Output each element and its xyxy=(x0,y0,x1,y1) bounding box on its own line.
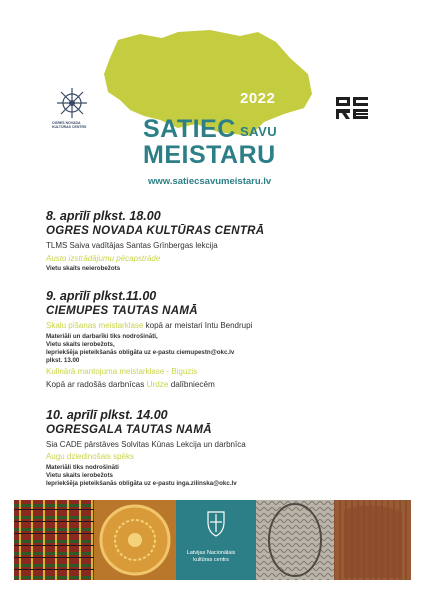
event2-music-highlight: Urdze xyxy=(146,380,169,389)
ogres-kulturas-centrs-logo-icon xyxy=(55,86,89,120)
event2-culinary: Kulinārā mantojuma meistarklase - Biguzis xyxy=(46,367,198,376)
photo-ceramic xyxy=(256,500,334,580)
event2-note-2: Vietu skaits ierobežots, xyxy=(46,341,115,348)
event2-date: 9. aprīlī plkst.11.00 xyxy=(46,289,157,303)
event2-workshop-highlight: Skalu pīšanas meistarklase xyxy=(46,321,144,330)
event1-lecture: TLMS Saiva vadītājas Santas Grīnbergas lekcija xyxy=(46,241,218,250)
event2-workshop-rest: kopā ar meistari Intu Bendrupi xyxy=(143,321,253,330)
event1-venue: OGRES NOVADA KULTŪRAS CENTRĀ xyxy=(46,225,265,237)
title-satiec: SATIEC xyxy=(143,115,236,143)
event3-lecture: Sia CADE pārstāves Solvitas Kūnas Lekcija un darbnīca xyxy=(46,440,246,449)
event1-note: Vietu skaits neierobežots xyxy=(46,265,121,272)
left-logo-text: OGRES NOVADA KULTŪRAS CENTRS xyxy=(52,121,87,129)
event3-date: 10. aprīlī plkst. 14.00 xyxy=(46,408,168,422)
ogre-logo xyxy=(335,96,369,120)
event2-workshop xyxy=(46,321,252,330)
event3-note-2: Vietu skaits ierobežots xyxy=(46,472,113,479)
event2-note-1: Materiāli un darbarīki tiks nodrošināti, xyxy=(46,333,158,340)
photo-textile xyxy=(14,500,94,580)
event2-note-4: plkst. 13.00 xyxy=(46,357,80,364)
event2-venue: CIEMUPES TAUTAS NAMĀ xyxy=(46,305,198,317)
title-savu: SAVU xyxy=(240,124,278,139)
title-meistaru: MEISTARU xyxy=(143,141,276,169)
event3-note-1: Materiāli tiks nodrošināti xyxy=(46,464,119,471)
website-url[interactable]: www.satiecsavumeistaru.lv xyxy=(148,176,272,187)
event2-note-3: Iepriekšēja pieteikšanās obligāta uz e-pastu ciemupestn@okc.lv xyxy=(46,349,235,356)
event2-music: Kopā ar radošās darbnīcas Urdze dalībniecēm xyxy=(46,380,215,389)
event3-note-3: Iepriekšēja pieteikšanās obligāta uz e-pastu inga.zilinska@okc.lv xyxy=(46,480,237,487)
footer-photo-strip xyxy=(14,500,411,580)
event1-highlight: Austo izstrādājumu pēcapstrāde xyxy=(46,254,161,263)
event2-notes xyxy=(46,333,234,365)
year-label: 2022 xyxy=(240,90,276,107)
event3-notes xyxy=(46,464,237,488)
lnkc-logo-text: Latvijas Nacionālais kultūras centrs xyxy=(186,550,236,563)
event3-highlight: Augu dziedinošais spēks xyxy=(46,452,135,461)
event3-venue: OGRESGALA TAUTAS NAMĀ xyxy=(46,424,212,436)
event1-date: 8. aprīlī plkst. 18.00 xyxy=(46,209,161,223)
